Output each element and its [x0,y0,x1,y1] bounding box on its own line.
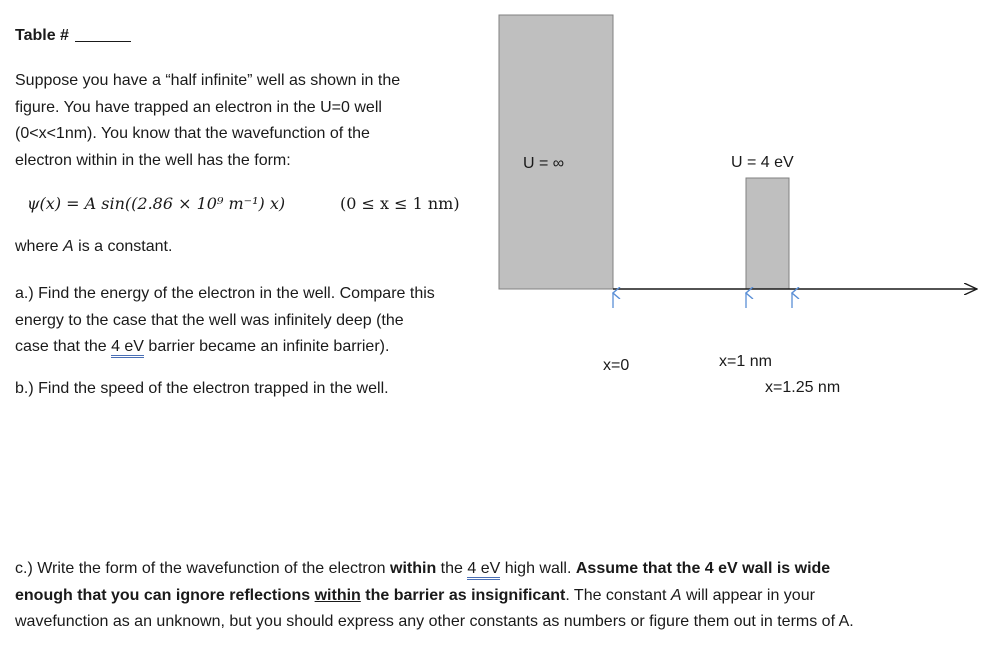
question-c-text: . The constant [565,586,671,604]
constant-note-prefix: where [15,238,64,255]
question-c-line: wavefunction as an unknown, but you should express any other constants as numbers or figure them out in terms of A. [15,613,854,630]
question-c-bold: the barrier as insignificant [360,586,566,604]
question-c-line [15,556,975,583]
barrier-energy-mark: 4 eV [111,338,144,358]
question-a-text: barrier became an infinite barrier). [143,338,390,355]
infinite-potential-label: U = ∞ [523,155,565,172]
question-c-text: c.) Write the form of the wavefunction of the electron [15,560,390,577]
constant-note-suffix: is a constant. [73,238,173,255]
question-c [15,556,975,636]
table-number-label: Table # [15,27,69,44]
barrier-potential-label: U = 4 eV [731,154,794,171]
table-number-blank [75,41,131,42]
wavefunction-equation: ψ(x) = A sin((2.86 × 10⁹ m⁻¹) x) [27,194,286,213]
question-b: b.) Find the speed of the electron trapped in the well. [15,380,389,397]
question-c-bold: Assume that the 4 eV wall is wide [575,560,831,577]
x1-label: x=1 nm [719,353,772,370]
question-a-line: energy to the case that the well was infinitely deep (the [15,311,404,329]
question-c-variable: A [670,586,682,604]
question-c-bold-underlined: within [314,586,361,604]
x0-label: x=0 [603,357,630,374]
finite-barrier [746,178,789,289]
question-a-text: case that the [15,338,112,355]
table-number-heading [15,27,131,45]
question-c-text: will appear in your [681,586,815,604]
intro-line: Suppose you have a “half infinite” well as shown in the [15,72,401,89]
question-c-line [15,583,975,610]
intro-line: (0<x<1nm). You know that the wavefunction of the [15,125,370,142]
question-a [15,281,485,361]
intro-line: electron within in the well has the form: [15,151,291,169]
question-c-bold: within [390,560,437,577]
constant-variable: A [63,238,74,255]
question-a-line: a.) Find the energy of the electron in the well. Compare this [15,285,435,302]
question-a-line [15,334,485,361]
question-c-text: high wall. [500,560,576,577]
infinite-wall [499,15,613,289]
wall-energy-mark: 4 eV [467,560,500,580]
wavefunction-domain: (0 ≤ x ≤ 1 nm) [340,194,460,213]
question-c-text: the [436,560,468,577]
constant-note [15,238,172,256]
question-c-bold: enough that you can ignore reflections [15,586,315,604]
intro-line: figure. You have trapped an electron in the U=0 well [15,98,382,116]
x125-label: x=1.25 nm [765,379,841,396]
intro-paragraph [15,68,485,174]
